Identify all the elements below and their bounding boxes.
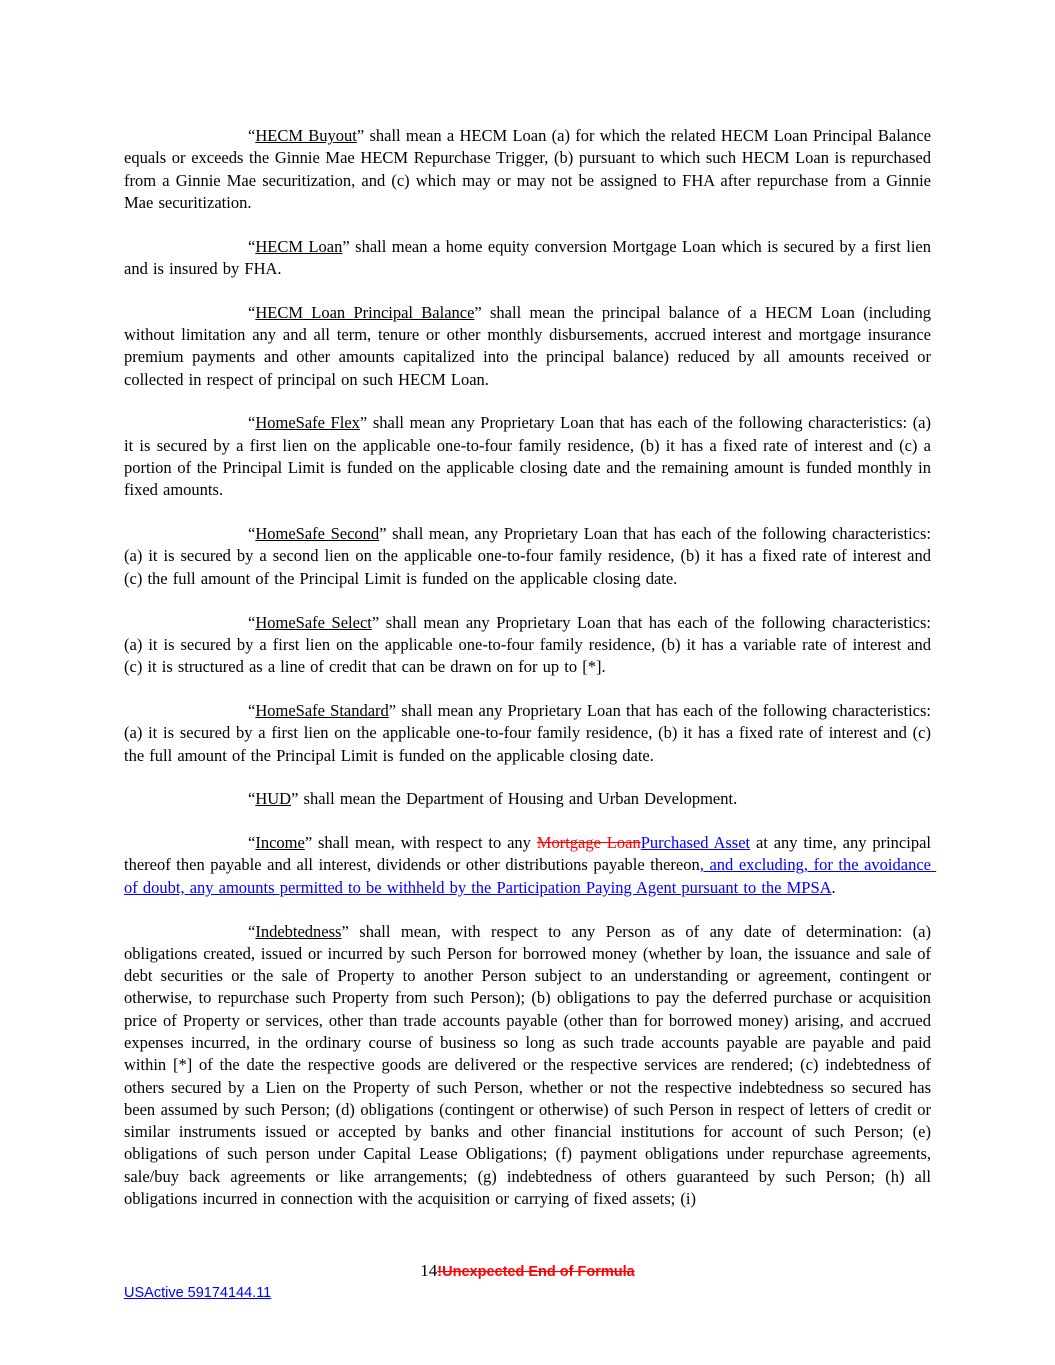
definition-paragraph [124,832,937,899]
document-body [124,125,937,1232]
defined-term: HECM Loan [255,236,343,256]
body-text: ” shall mean any Proprietary Loan that has each of the following characteristics: (a) it is secured by a first lien on the applicable one-to-four family residence, (b) it has a fixed rate of interest and (c) the full amount of the Principal Limit is funded on the applicable closing date. [124,700,937,765]
definition-paragraph [124,700,937,767]
defined-term: HomeSafe Second [255,524,380,544]
defined-term: HomeSafe Flex [255,413,360,433]
definition-paragraph [124,788,931,810]
field-error-text: !Unexpected End of Formula [437,1264,635,1280]
body-text: “ [248,302,256,322]
deleted-text: Mortgage Loan [536,833,641,853]
body-text: “ [248,524,256,544]
defined-term: HUD [255,789,292,809]
inserted-text: Purchased Asset [640,833,751,853]
doc-stamp: USActive 59174144.11 [124,1285,272,1301]
body-text: ” shall mean, with respect to any Person as of any date of determination: (a) obligations created, issued or incurred by such Person for borrowed money (whether by loan, the issuance and sale of debt securities or the sale of Property to another Person subject to an understanding or agreement, contingent or otherwise, to repurchase such Property from such Person); (b) obligations to pay the deferred purchase or acquisition price of Property or services, other than trade accounts payable (other than for borrowed money) arising, and accrued expenses incurred, in the ordinary course of business so long as such trade accounts payable are payable and paid within [*] of the date the respective goods are delivered or the respective services are rendered; (c) indebtedness of others secured by a Lien on the Property of such Person, whether or not the respective indebtedness so secured has been assumed by such Person; (d) obligations (contingent or otherwise) of such Person in respect of letters of credit or similar instruments issued or accepted by banks and other financial institutions for account of such Person; (e) obligations of such person under Capital Lease Obligations; (f) payment obligations under repurchase agreements, sale/buy back agreements or like arrangements; (g) indebtedness of others guaranteed by such Person; (h) all obligations incurred in connection with the acquisition or carrying of fixed assets; (i) [124,921,937,1209]
definition-paragraph [124,236,937,281]
body-text: “ [248,236,256,256]
defined-term: HECM Loan Principal Balance [255,302,475,322]
body-text: ” shall mean the principal balance of a HECM Loan (including without limitation any and all term, tenure or other monthly disbursements, accrued interest and mortgage insurance premium payments and other amounts capitalized into the principal balance) reduced by all amounts received or collected in respect of principal on such HECM Loan. [124,302,937,389]
definition-paragraph [124,302,937,391]
body-text: “ [248,612,256,632]
definition-paragraph [124,921,937,1211]
body-text: “ [248,126,256,145]
defined-term: HomeSafe Standard [255,700,389,720]
body-text: ” shall mean, any Proprietary Loan that has each of the following characteristics: (a) it is secured by a second lien on the applicable one-to-four family residence, (b) it has a fixed rate of interest and (c) the full amount of the Principal Limit is funded on the applicable closing date. [124,524,937,588]
definition-paragraph [124,612,937,679]
body-text: ” shall mean a HECM Loan (a) for which the related HECM Loan Principal Balance equals or exceeds the Ginnie Mae HECM Repurchase Trigger, (b) pursuant to which such HECM Loan is repurchased from a Ginnie Mae securitization, and (c) which may or may not be assigned to FHA after repurchase from a Ginnie Mae securitization. [124,126,937,212]
body-text: at any time, any principal thereof then payable and all interest, dividends or other distributions payable thereon [124,833,937,875]
body-text: ” shall mean a home equity conversion Mortgage Loan which is secured by a first lien and is insured by FHA. [124,236,937,278]
defined-term: HomeSafe Select [255,612,372,632]
defined-term: HECM Buyout [255,126,357,145]
body-text: . [831,877,836,897]
body-text: ” shall mean any Proprietary Loan that has each of the following characteristics: (a) it is secured by a first lien on the applicable one-to-four family residence, (b) it has a fixed rate of interest and (c) a portion of the Principal Limit is funded on the applicable closing date and the remaining amount is funded monthly in fixed amounts. [124,413,937,500]
body-text: “ [248,700,256,720]
page-footer [0,1261,1055,1282]
definition-paragraph [124,125,937,214]
body-text: “ [248,413,256,433]
body-text: ” shall mean the Department of Housing and Urban Development. [291,789,738,809]
body-text: “ [248,833,256,853]
body-text: ” shall mean, with respect to any [304,833,537,853]
body-text: ” shall mean any Proprietary Loan that has each of the following characteristics: (a) it is secured by a first lien on the applicable one-to-four family residence, (b) it has a variable rate of interest and (c) it is structured as a line of credit that can be drawn on for up to [*]. [124,612,937,677]
body-text: “ [248,921,256,941]
defined-term: Income [255,833,305,853]
defined-term: Indebtedness [255,921,342,941]
inserted-text: , and excluding, for the avoidance of doubt, any amounts permitted to be withheld by the Participation Paying Agent pursuant to the MPSA [124,855,937,897]
definition-paragraph [124,523,937,590]
body-text: “ [248,789,256,809]
definition-paragraph [124,412,937,501]
page-number: 14 [420,1261,438,1280]
